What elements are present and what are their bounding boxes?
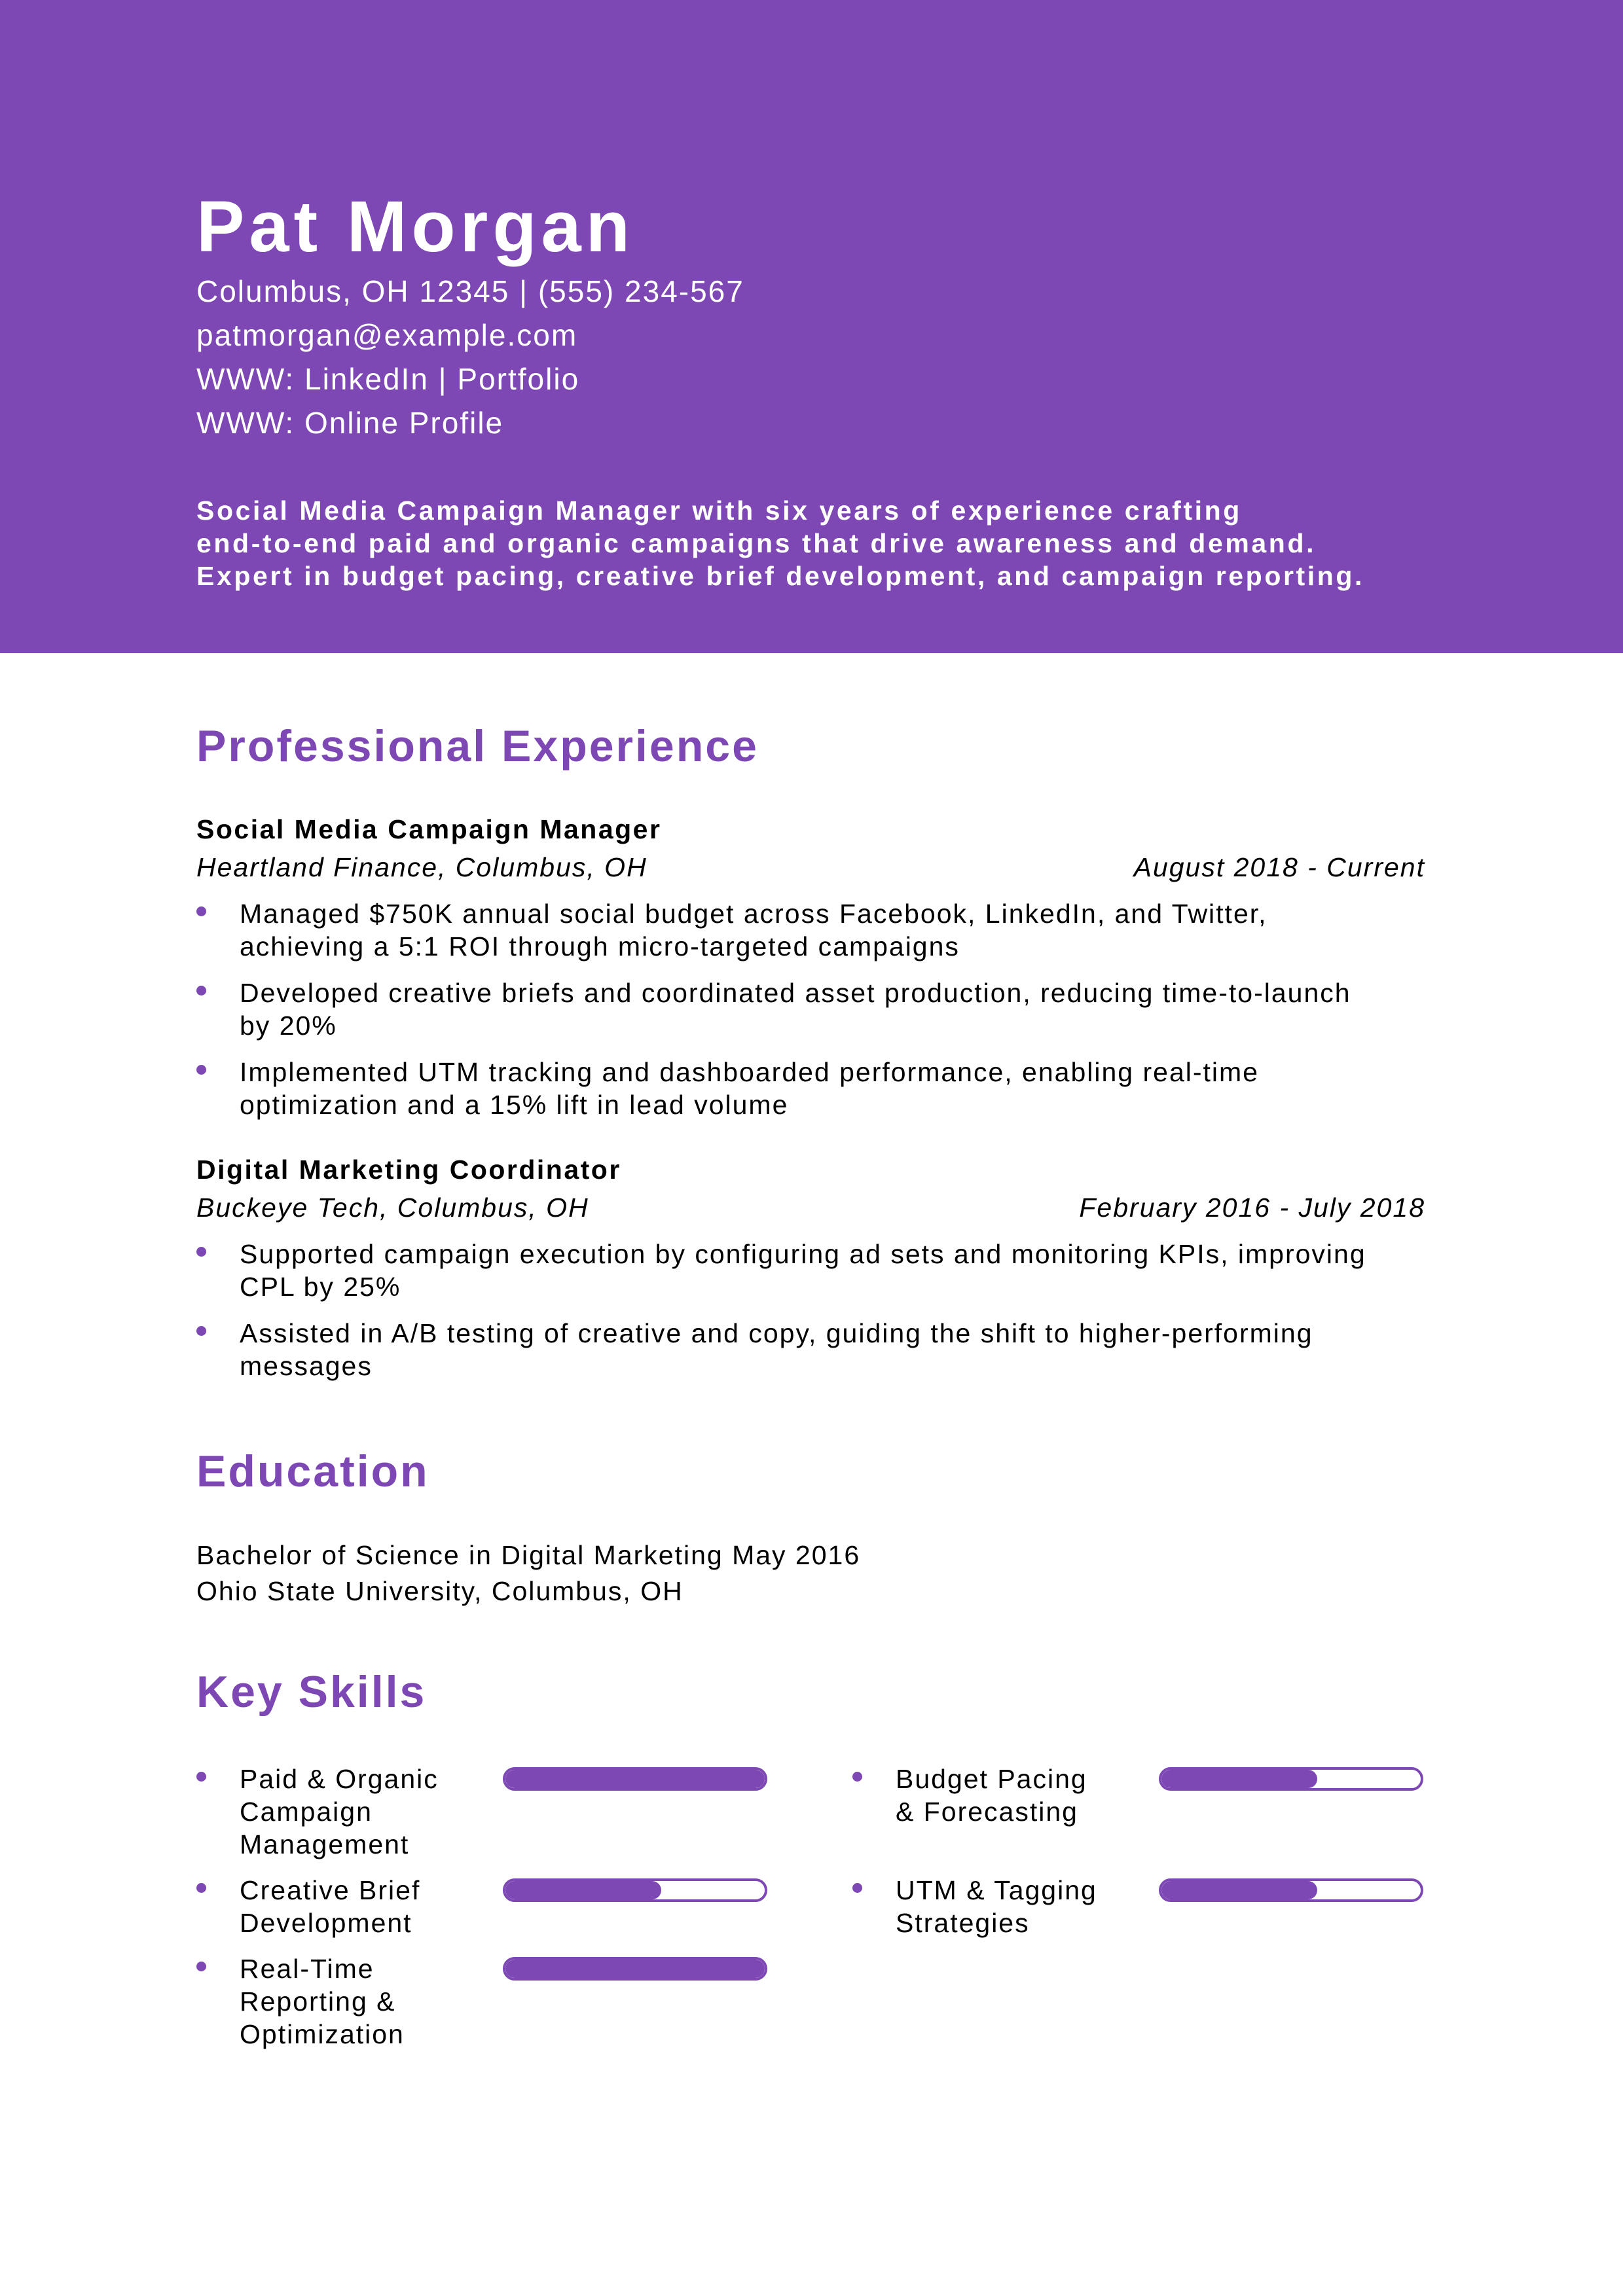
bullet-dot-icon (852, 1772, 862, 1782)
job-title: Digital Marketing Coordinator (196, 1155, 621, 1185)
skill-line: Real-Time (240, 1954, 374, 1984)
contact-address-phone: Columbus, OH 12345 | (555) 234-567 (196, 274, 744, 308)
professional-summary (196, 494, 1480, 592)
skill-line: Management (240, 1829, 410, 1859)
bullet-dot-icon (196, 1883, 206, 1893)
job-company: Buckeye Tech, Columbus, OH (196, 1193, 589, 1223)
skill-line: Strategies (896, 1908, 1030, 1938)
skill-level-fill (505, 1881, 661, 1899)
section-title-skills: Key Skills (196, 1667, 427, 1717)
bullet-dot-icon (196, 986, 206, 996)
bullet-line: optimization and a 15% lift in lead volume (240, 1090, 789, 1120)
bullet-line: Implemented UTM tracking and dashboarded performance, enabling real-time (240, 1057, 1259, 1087)
bullet-dot-icon (196, 1962, 206, 1971)
bullet-line: achieving a 5:1 ROI through micro-targeted campaigns (240, 931, 960, 961)
bullet-line: Supported campaign execution by configuring ad sets and monitoring KPIs, improving (240, 1239, 1366, 1269)
bullet-line: by 20% (240, 1011, 337, 1041)
skill-line: UTM & Tagging (896, 1875, 1097, 1905)
skill-level-fill (1161, 1881, 1317, 1899)
job-company: Heartland Finance, Columbus, OH (196, 852, 647, 882)
skill-level-bar (503, 1878, 767, 1902)
bullet-dot-icon (196, 1065, 206, 1075)
skill-line: Development (240, 1908, 412, 1938)
candidate-name: Pat Morgan (196, 187, 634, 267)
skill-level-bar (503, 1957, 767, 1981)
skill-line: Creative Brief (240, 1875, 421, 1905)
bullet-line: Assisted in A/B testing of creative and copy, guiding the shift to higher-performing (240, 1318, 1313, 1348)
bullet-dot-icon (852, 1883, 862, 1893)
education-degree: Bachelor of Science in Digital Marketing May 2016 (196, 1540, 861, 1570)
skill-line: & Forecasting (896, 1797, 1078, 1827)
job-title: Social Media Campaign Manager (196, 814, 662, 844)
contact-web-links[interactable]: WWW: LinkedIn | Portfolio (196, 362, 580, 396)
education-school: Ohio State University, Columbus, OH (196, 1576, 684, 1606)
bullet-dot-icon (196, 1326, 206, 1336)
skill-level-fill (1161, 1770, 1317, 1788)
skill-level-bar (503, 1767, 767, 1791)
skill-level-bar (1159, 1878, 1423, 1902)
skill-line: Reporting & (240, 1986, 396, 2017)
bullet-dot-icon (196, 1772, 206, 1782)
job-dates: August 2018 - Current (1133, 852, 1425, 882)
bullet-line: Developed creative briefs and coordinated asset production, reducing time-to-launch (240, 978, 1351, 1008)
skill-line: Paid & Organic (240, 1764, 439, 1794)
header-banner (0, 0, 1623, 653)
skill-level-bar (1159, 1767, 1423, 1791)
section-title-education: Education (196, 1446, 429, 1496)
contact-online-profile[interactable]: WWW: Online Profile (196, 406, 504, 440)
section-title-experience: Professional Experience (196, 721, 759, 771)
bullet-dot-icon (196, 906, 206, 916)
bullet-line: Managed $750K annual social budget across Facebook, LinkedIn, and Twitter, (240, 899, 1267, 929)
job-dates: February 2016 - July 2018 (1079, 1193, 1425, 1223)
contact-email[interactable]: patmorgan@example.com (196, 318, 578, 352)
bullet-dot-icon (196, 1247, 206, 1257)
summary-line: end-to-end paid and organic campaigns that drive awareness and demand. (196, 528, 1317, 558)
summary-line: Social Media Campaign Manager with six years of experience crafting (196, 495, 1242, 526)
bullet-line: CPL by 25% (240, 1272, 401, 1302)
skill-level-fill (505, 1960, 765, 1978)
skill-line: Optimization (240, 2019, 405, 2049)
summary-line: Expert in budget pacing, creative brief development, and campaign reporting. (196, 561, 1365, 591)
bullet-line: messages (240, 1351, 373, 1381)
skill-line: Budget Pacing (896, 1764, 1087, 1794)
skill-line: Campaign (240, 1797, 373, 1827)
skill-level-fill (505, 1770, 765, 1788)
